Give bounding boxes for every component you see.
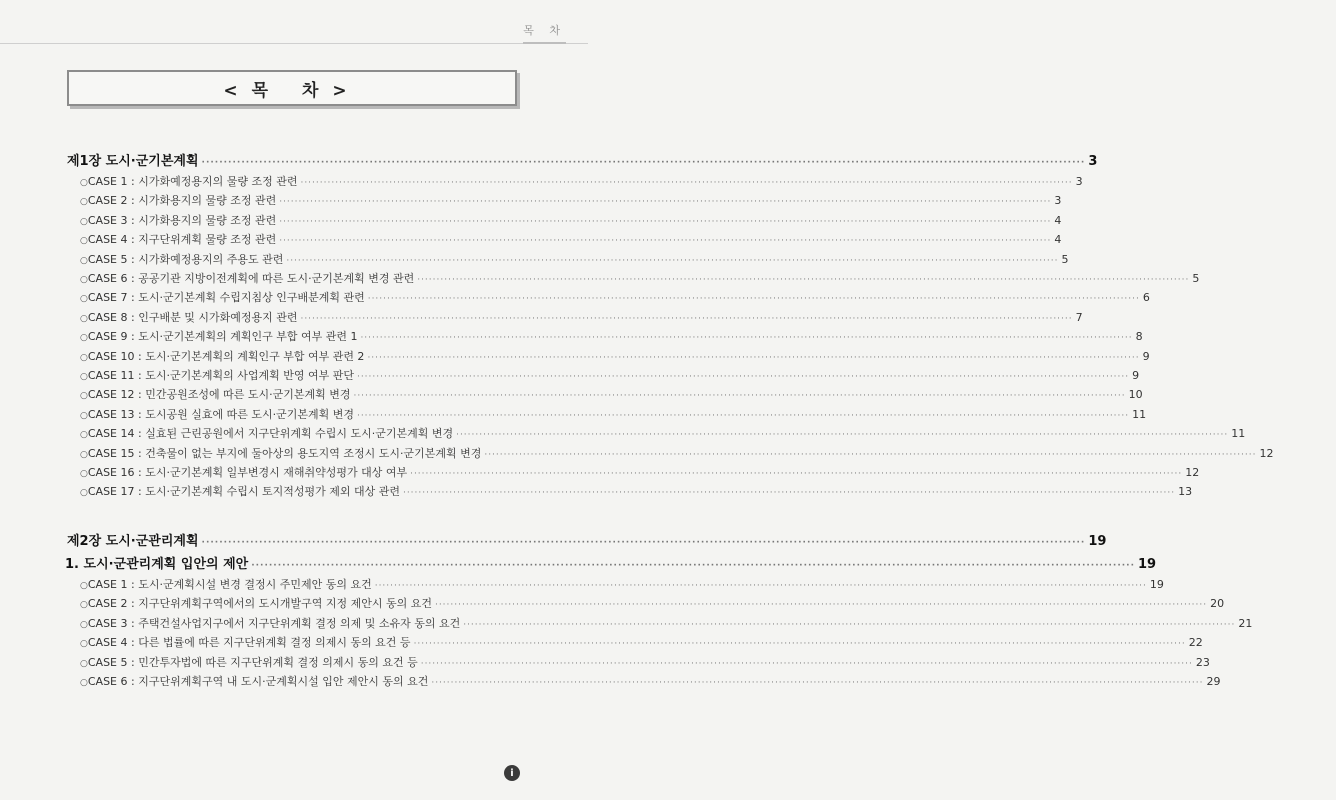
toc-entry-page: 3: [1075, 175, 1083, 188]
dot-leader: ········································································································································································································: [420, 658, 1193, 669]
dot-leader: ········································································································································································································: [201, 538, 1086, 548]
toc-entry-label: CASE 6 : 공공기관 지방이전계획에 따른 도시·군기본계획 변경 관련: [87, 272, 415, 285]
dot-leader: ········································································································································································································: [417, 275, 1190, 285]
dot-leader: ········································································································································································································: [353, 391, 1126, 402]
bullet-icon: ○: [80, 216, 88, 227]
toc-entry-page: 3: [1054, 194, 1062, 208]
dot-leader: ········································································································································································································: [367, 352, 1140, 363]
toc-entry[interactable]: [0, 425, 1246, 441]
toc-entry-page: 7: [1075, 310, 1083, 324]
bullet-icon: ○: [80, 372, 88, 382]
bullet-icon: ○: [80, 469, 88, 479]
toc-entry-page: 8: [1135, 330, 1143, 344]
toc-entry[interactable]: [0, 309, 1083, 325]
toc-entry-label: CASE 17 : 도시·군기본계획 수립시 토지적성평가 제외 대상 관련: [87, 485, 400, 499]
toc-title: <목 차>: [223, 80, 361, 101]
toc-entry-label: CASE 1 : 도시·군계획시설 변경 결정시 주민제안 동의 요건: [87, 578, 372, 591]
bullet-icon: ○: [80, 391, 88, 402]
toc-entry-page: 11: [1132, 407, 1147, 421]
toc-entry-label: CASE 5 : 민간투자법에 따른 지구단위계획 결정 의제시 동의 요건 등: [87, 655, 418, 669]
toc-entry-page: 12: [1259, 446, 1274, 460]
dot-leader: ········································································································································································································: [286, 255, 1059, 266]
bullet-icon: ○: [80, 658, 88, 669]
bullet-icon: ○: [80, 352, 88, 363]
toc-entry[interactable]: [0, 386, 1143, 402]
bullet-icon: ○: [80, 449, 88, 460]
toc-entry-page: 20: [1210, 597, 1225, 611]
dot-leader: ········································································································································································································: [279, 197, 1052, 208]
toc-entry-label: CASE 4 : 지구단위계획 물량 조정 관련: [87, 233, 277, 247]
dot-leader: ········································································································································································································: [356, 410, 1130, 421]
toc-entry-label: CASE 3 : 주택건설사업지구에서 지구단위계획 결정 의제 및 소유자 동의 요건: [87, 616, 461, 630]
toc-entry-label: CASE 4 : 다른 법률에 따른 지구단위계획 결정 의제시 동의 요건 등: [87, 636, 411, 650]
dot-leader: ········································································································································································································: [402, 488, 1176, 499]
toc-entry-page: 23: [1195, 655, 1210, 669]
toc-entry-page: 12: [1185, 466, 1200, 479]
toc-entry-label: CASE 9 : 도시·군기본계획의 계획인구 부합 여부 관련 1: [87, 330, 358, 344]
bullet-icon: ○: [80, 600, 88, 611]
toc-entry-label: CASE 7 : 도시·군기본계획 수립지침상 인구배분계획 관련: [87, 291, 365, 305]
toc-entry[interactable]: [0, 328, 1143, 344]
running-header: 목 차: [523, 22, 566, 44]
toc-entry-page: 4: [1054, 213, 1062, 227]
toc-entry[interactable]: [0, 445, 1274, 461]
toc-entry-page: 5: [1192, 272, 1200, 285]
toc-entry-label: CASE 1 : 시가화예정용지의 물량 조정 관련: [87, 175, 298, 188]
page-number: i: [510, 767, 514, 779]
bullet-icon: ○: [80, 178, 88, 188]
bullet-icon: ○: [80, 430, 88, 441]
bullet-icon: ○: [80, 197, 88, 208]
dot-leader: ········································································································································································································: [431, 678, 1204, 688]
toc-entry-label: CASE 2 : 지구단위계획구역에서의 도시개발구역 지정 제안시 동의 요건: [87, 597, 432, 611]
toc-entry[interactable]: [0, 654, 1210, 670]
header-rule: [0, 43, 588, 44]
bullet-icon: ○: [80, 619, 88, 630]
toc-entry-page: 9: [1132, 369, 1140, 382]
toc-entry-label: CASE 11 : 도시·군기본계획의 사업계획 반영 여부 판단: [87, 369, 354, 382]
bullet-icon: ○: [80, 255, 88, 266]
toc-entry[interactable]: [0, 348, 1150, 364]
toc-entry-label: CASE 13 : 도시공원 실효에 따른 도시·군기본계획 변경: [87, 407, 354, 421]
dot-leader: ········································································································································································································: [360, 333, 1133, 344]
toc-entry-label: CASE 10 : 도시·군기본계획의 계획인구 부합 여부 관련 2: [87, 349, 365, 363]
toc-entry-label: CASE 6 : 지구단위계획구역 내 도시·군계획시설 입안 제안시 동의 요건: [87, 675, 429, 688]
dot-leader: ········································································································································································································: [463, 619, 1236, 630]
toc-entry[interactable]: [0, 173, 1083, 189]
toc-title-box: [67, 70, 517, 106]
dot-leader: ········································································································································································································: [413, 639, 1186, 650]
toc-entry-label: CASE 8 : 인구배분 및 시가화예정용지 관련: [87, 310, 298, 324]
dot-leader: ········································································································································································································: [367, 294, 1140, 305]
toc-entry[interactable]: [0, 231, 1062, 247]
dot-leader: ········································································································································································································: [279, 236, 1052, 247]
toc-entry-page: 5: [1061, 252, 1069, 266]
dot-leader: ········································································································································································································: [279, 216, 1052, 227]
toc-entry[interactable]: [0, 576, 1164, 592]
toc-entry-label: CASE 16 : 도시·군기본계획 일부변경시 재해취약성평가 대상 여부: [87, 466, 408, 479]
toc-entry-label: CASE 3 : 시가화용지의 물량 조정 관련: [87, 213, 277, 227]
toc-entry-label: CASE 5 : 시가화예정용지의 주용도 관련: [87, 252, 284, 266]
dot-leader: ········································································································································································································: [410, 469, 1183, 479]
toc-chapter-page: 19: [1088, 534, 1107, 549]
toc-section[interactable]: [0, 553, 1157, 572]
toc-entry-page: 6: [1142, 291, 1150, 305]
toc-entry-page: 13: [1178, 485, 1193, 499]
toc-entry[interactable]: [0, 289, 1150, 305]
toc-entry[interactable]: [0, 251, 1069, 267]
toc-entry[interactable]: [0, 270, 1200, 286]
toc-chapter-label: 제2장 도시·군관리계획: [67, 534, 199, 549]
dot-leader: ········································································································································································································: [201, 158, 1086, 168]
dot-leader: ········································································································································································································: [300, 313, 1073, 324]
dot-leader: ········································································································································································································: [300, 178, 1073, 188]
toc-section-label: 1. 도시·군관리계획 입안의 제안: [65, 557, 249, 572]
toc-entry-page: 10: [1128, 388, 1143, 402]
dot-leader: ········································································································································································································: [251, 561, 1135, 571]
toc-entry-page: 19: [1149, 578, 1164, 591]
bullet-icon: ○: [80, 488, 88, 499]
toc-entry-label: CASE 14 : 실효된 근린공원에서 지구단위계획 수립시 도시·군기본계획 변경: [87, 427, 454, 441]
bullet-icon: ○: [80, 581, 88, 591]
toc-entry-page: 29: [1206, 675, 1221, 688]
bullet-icon: ○: [80, 236, 88, 247]
dot-leader: ········································································································································································································: [356, 372, 1130, 382]
toc-entry[interactable]: [0, 212, 1062, 228]
toc-entry[interactable]: [0, 483, 1193, 499]
toc-entry[interactable]: [0, 367, 1140, 383]
toc-chapter[interactable]: [0, 530, 1107, 549]
page-number-badge: [504, 765, 520, 781]
bullet-icon: ○: [80, 639, 88, 650]
bullet-icon: ○: [80, 313, 88, 324]
toc-entry[interactable]: [0, 673, 1221, 689]
bullet-icon: ○: [80, 410, 88, 421]
toc-entry-page: 9: [1142, 349, 1150, 363]
toc-entry[interactable]: [0, 464, 1200, 480]
toc-entry[interactable]: [0, 406, 1147, 422]
toc-chapter-page: 3: [1088, 154, 1098, 169]
toc-entry[interactable]: [0, 615, 1253, 631]
toc-chapter[interactable]: [0, 150, 1098, 169]
toc-entry-label: CASE 12 : 민간공원조성에 따른 도시·군기본계획 변경: [87, 388, 351, 402]
toc-entry-label: CASE 2 : 시가화용지의 물량 조정 관련: [87, 194, 277, 208]
toc-entry[interactable]: [0, 192, 1062, 208]
toc-entry-page: 4: [1054, 233, 1062, 247]
dot-leader: ········································································································································································································: [456, 430, 1229, 441]
toc-entry-page: 22: [1188, 636, 1203, 650]
bullet-icon: ○: [80, 333, 88, 344]
toc-entry[interactable]: [0, 634, 1203, 650]
toc-entry[interactable]: [0, 595, 1225, 611]
bullet-icon: ○: [80, 678, 88, 688]
toc-entry-page: 11: [1231, 427, 1246, 441]
toc-chapter-label: 제1장 도시·군기본계획: [67, 154, 199, 169]
toc-section-page: 19: [1138, 557, 1157, 572]
dot-leader: ········································································································································································································: [434, 600, 1208, 611]
bullet-icon: ○: [80, 275, 88, 285]
dot-leader: ········································································································································································································: [484, 449, 1257, 460]
bullet-icon: ○: [80, 294, 88, 305]
toc-entry-page: 21: [1238, 616, 1253, 630]
dot-leader: ········································································································································································································: [374, 581, 1147, 591]
toc-entry-label: CASE 15 : 건축물이 없는 부지에 둘아상의 용도지역 조정시 도시·군기본계획 변경: [87, 446, 482, 460]
